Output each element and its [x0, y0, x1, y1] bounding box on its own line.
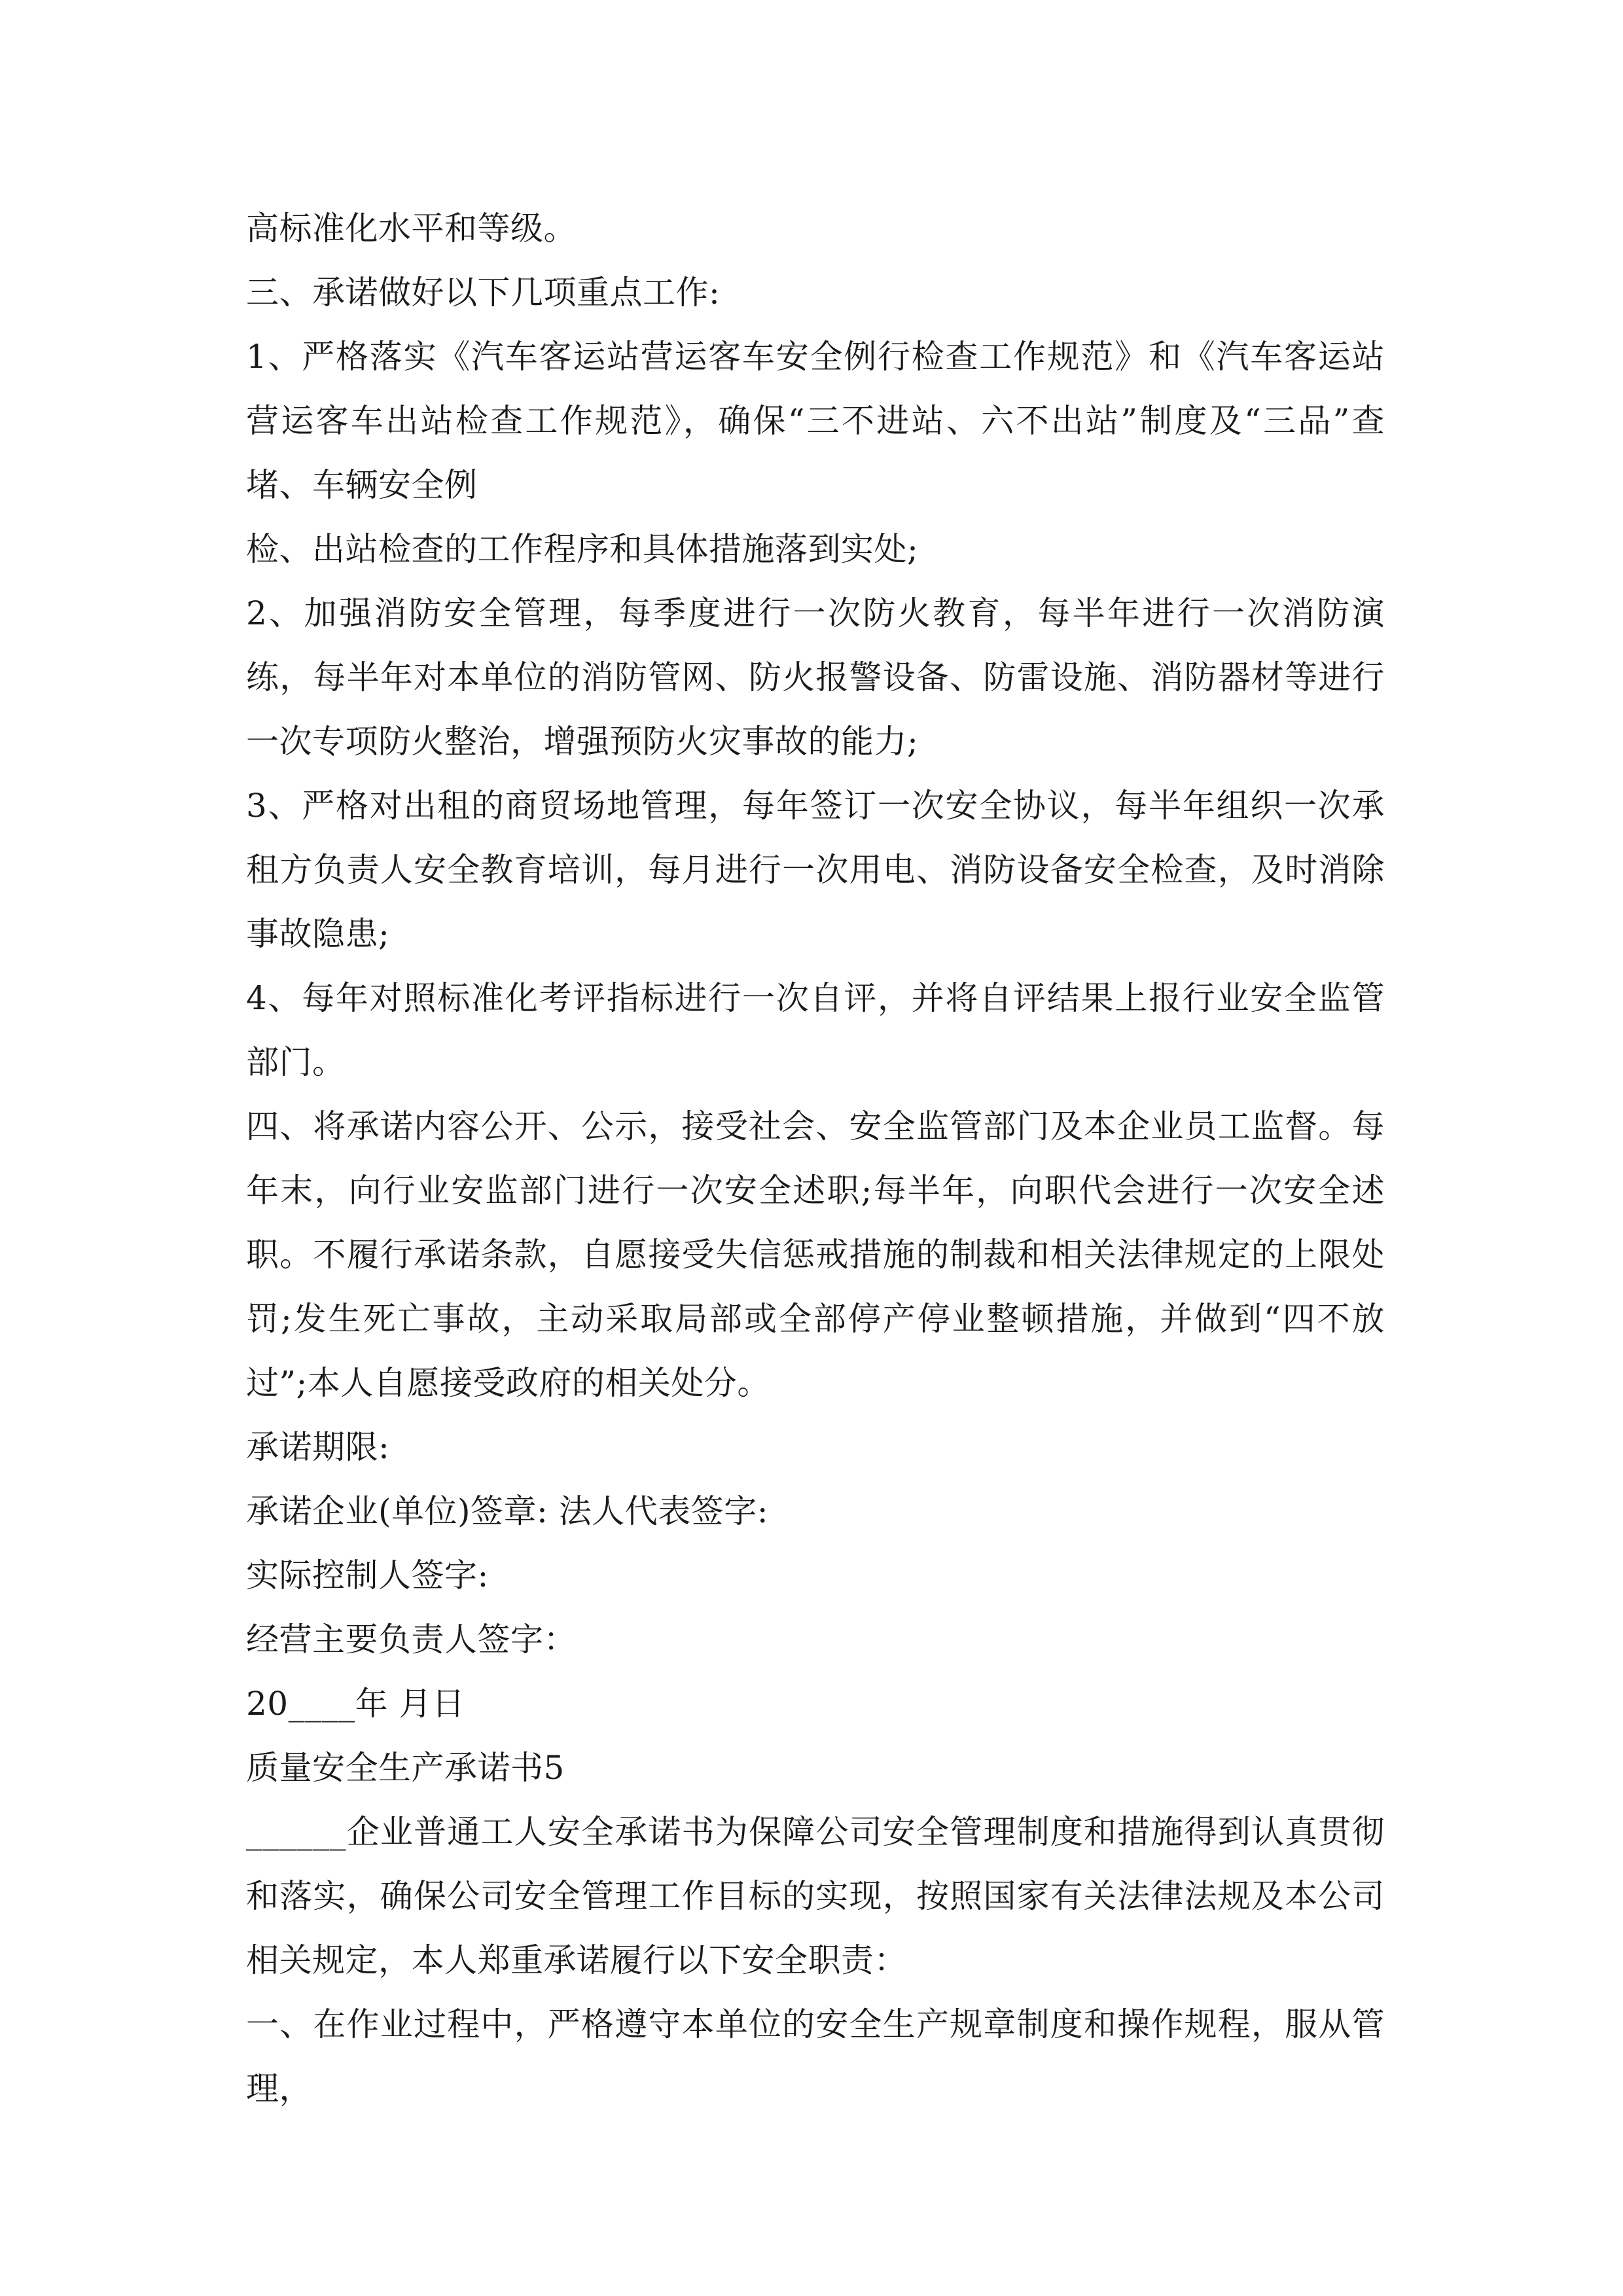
- manager-signature-line: 经营主要负责人签字：: [246, 1621, 577, 1659]
- section-title: 质量安全生产承诺书5: [246, 1749, 565, 1787]
- section-four-paragraph: 四、将承诺内容公开、公示，接受社会、安全监管部门及本企业员工监督。每年末，向行业安监部门进行一次安全述职;每半年，向职代会进行一次安全述职。不履行承诺条款，自愿接受失信惩戒措施的制裁和相关法律规定的上限处罚;发生死亡事故，主动采取局部或全部停产停业整顿措施，并做到“四不放过”;本人自愿接受政府的相关处分。: [246, 1107, 1385, 1402]
- document-body: [246, 196, 1385, 2121]
- worker-duty-one: 一、在作业过程中，严格遵守本单位的安全生产规章制度和操作规程，服从管理，: [246, 2005, 1385, 2108]
- item-1-continuation: 检、出站检查的工作程序和具体措施落到实处;: [246, 530, 919, 568]
- controller-signature-line: 实际控制人签字:: [246, 1556, 489, 1594]
- paragraph-intro-continuation: 高标准化水平和等级。: [246, 209, 577, 247]
- company-seal-signature-line: 承诺企业(单位)签章: 法人代表签字:: [246, 1492, 769, 1530]
- section-three-heading: 三、承诺做好以下几项重点工作:: [246, 274, 721, 312]
- item-3-paragraph: 3、严格对出租的商贸场地管理，每年签订一次安全协议，每半年组织一次承租方负责人安全教育培训，每月进行一次用电、消防设备安全检查，及时消除事故隐患;: [246, 787, 1385, 953]
- commitment-period-label: 承诺期限:: [246, 1428, 390, 1466]
- item-2-paragraph: 2、加强消防安全管理，每季度进行一次防火教育，每半年进行一次消防演练，每半年对本单位的消防管网、防火报警设备、防雷设施、消防器材等进行一次专项防火整治，增强预防火灾事故的能力;: [246, 594, 1385, 761]
- item-1-paragraph: 1、严格落实《汽车客运站营运客车安全例行检查工作规范》和《汽车客运站营运客车出站检查工作规范》，确保“三不进站、六不出站”制度及“三品”查堵、车辆安全例: [246, 338, 1385, 504]
- item-4-paragraph: 4、每年对照标准化考评指标进行一次自评，并将自评结果上报行业安全监管部门。: [246, 979, 1385, 1081]
- worker-commitment-intro: ______企业普通工人安全承诺书为保障公司安全管理制度和措施得到认真贯彻和落实，确保公司安全管理工作目标的实现，按照国家有关法律法规及本公司相关规定，本人郑重承诺履行以下安全职责：: [246, 1813, 1385, 1979]
- date-line: 20____年 月日: [246, 1685, 465, 1723]
